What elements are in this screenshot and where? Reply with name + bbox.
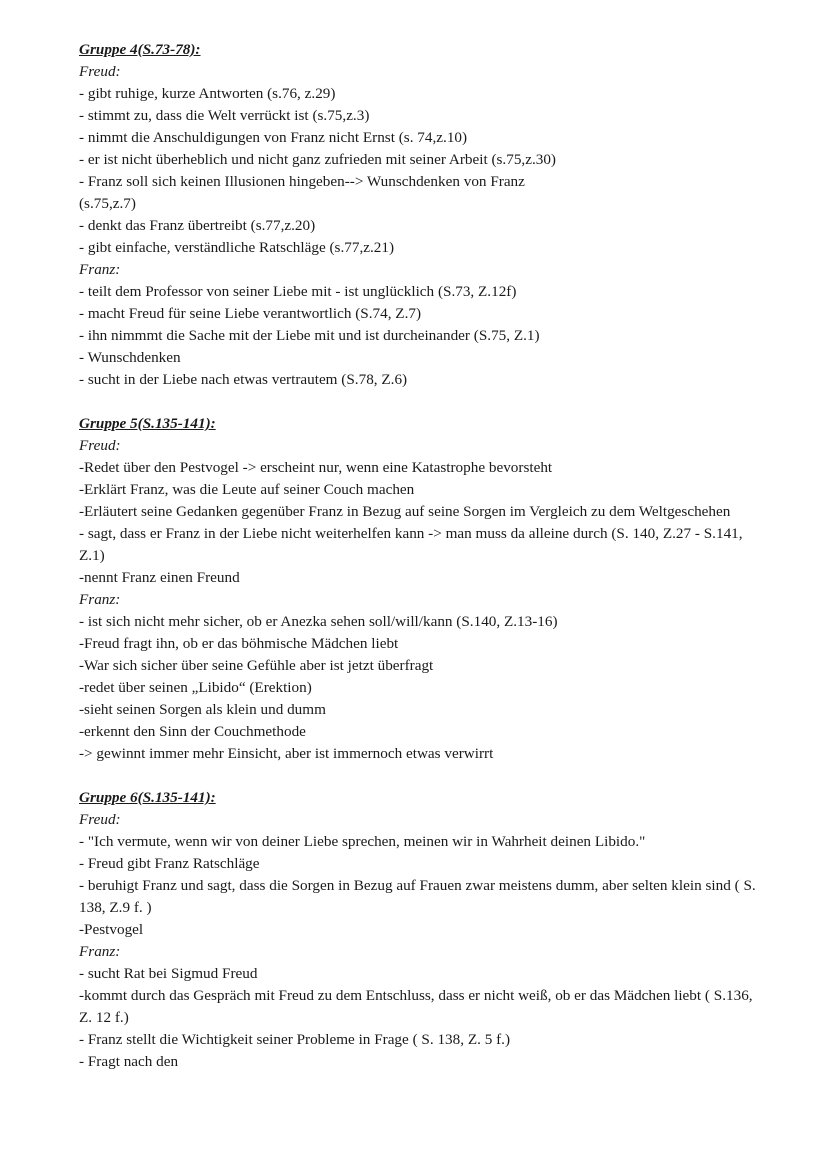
list-item: -Redet über den Pestvogel -> erscheint nur, wenn eine Katastrophe bevorsteht bbox=[79, 459, 553, 476]
freud-notes-list bbox=[79, 457, 768, 589]
group-6 bbox=[79, 787, 768, 1073]
freud-notes-list bbox=[79, 83, 768, 259]
speaker-label-franz: Franz: bbox=[79, 943, 121, 960]
franz-notes-list bbox=[79, 611, 768, 765]
list-item: - gibt einfache, verständliche Ratschläge (s.77,z.21) bbox=[79, 239, 395, 256]
freud-notes-list bbox=[79, 831, 768, 941]
list-item: -redet über seinen „Libido“ (Erektion) bbox=[79, 679, 312, 696]
list-item: - macht Freud für seine Liebe verantwortlich (S.74, Z.7) bbox=[79, 305, 422, 322]
speaker-label-franz: Franz: bbox=[79, 591, 121, 608]
list-item: -nennt Franz einen Freund bbox=[79, 569, 240, 586]
list-item: -erkennt den Sinn der Couchmethode bbox=[79, 723, 306, 740]
list-item: -War sich sicher über seine Gefühle aber ist jetzt überfragt bbox=[79, 657, 434, 674]
list-item: - nimmt die Anschuldigungen von Franz nicht Ernst (s. 74,z.10) bbox=[79, 129, 468, 146]
group-heading: Gruppe 4(S.73-78): bbox=[79, 41, 201, 58]
list-item: - Franz stellt die Wichtigkeit seiner Probleme in Frage ( S. 138, Z. 5 f.) bbox=[79, 1031, 511, 1048]
list-item: -kommt durch das Gespräch mit Freud zu dem Entschluss, dass er nicht weiß, ob er das Mädchen liebt ( S.136, Z. 12 f.) bbox=[79, 987, 753, 1026]
list-item: -Erklärt Franz, was die Leute auf seiner Couch machen bbox=[79, 481, 415, 498]
list-item: - ihn nimmmt die Sache mit der Liebe mit und ist durcheinander (S.75, Z.1) bbox=[79, 327, 540, 344]
list-item: - sucht Rat bei Sigmud Freud bbox=[79, 965, 258, 982]
list-item: -Freud fragt ihn, ob er das böhmische Mädchen liebt bbox=[79, 635, 399, 652]
list-item: -Pestvogel bbox=[79, 921, 144, 938]
list-item: - Freud gibt Franz Ratschläge bbox=[79, 855, 260, 872]
list-item: - sagt, dass er Franz in der Liebe nicht weiterhelfen kann -> man muss da alleine durch (S. 140, Z.27 - S.141, Z.1) bbox=[79, 525, 743, 564]
franz-notes-list bbox=[79, 963, 768, 1073]
list-item: - Franz soll sich keinen Illusionen hingeben--> Wunschdenken von Franz (s.75,z.7) bbox=[79, 173, 525, 212]
list-item: - denkt das Franz übertreibt (s.77,z.20) bbox=[79, 217, 316, 234]
list-item: -sieht seinen Sorgen als klein und dumm bbox=[79, 701, 326, 718]
list-item: - stimmt zu, dass die Welt verrückt ist (s.75,z.3) bbox=[79, 107, 370, 124]
group-4 bbox=[79, 39, 768, 391]
list-item: - ist sich nicht mehr sicher, ob er Anezka sehen soll/will/kann (S.140, Z.13-16) bbox=[79, 613, 558, 630]
list-item: - Wunschdenken bbox=[79, 349, 181, 366]
speaker-label-freud: Freud: bbox=[79, 63, 121, 80]
speaker-label-freud: Freud: bbox=[79, 811, 121, 828]
list-item: -> gewinnt immer mehr Einsicht, aber ist immernoch etwas verwirrt bbox=[79, 745, 494, 762]
franz-notes-list bbox=[79, 281, 768, 391]
list-item: - Fragt nach den bbox=[79, 1053, 179, 1070]
list-item: - beruhigt Franz und sagt, dass die Sorgen in Bezug auf Frauen zwar meistens dumm, aber selten klein sind ( S. 138, Z.9 f. ) bbox=[79, 877, 756, 916]
speaker-label-freud: Freud: bbox=[79, 437, 121, 454]
list-item: - er ist nicht überheblich und nicht ganz zufrieden mit seiner Arbeit (s.75,z.30) bbox=[79, 151, 556, 168]
list-item: - sucht in der Liebe nach etwas vertrautem (S.78, Z.6) bbox=[79, 371, 408, 388]
group-heading: Gruppe 6(S.135-141): bbox=[79, 789, 216, 806]
group-5 bbox=[79, 413, 768, 765]
list-item: - teilt dem Professor von seiner Liebe mit - ist unglücklich (S.73, Z.12f) bbox=[79, 283, 517, 300]
group-heading: Gruppe 5(S.135-141): bbox=[79, 415, 216, 432]
speaker-label-franz: Franz: bbox=[79, 261, 121, 278]
list-item: - "Ich vermute, wenn wir von deiner Liebe sprechen, meinen wir in Wahrheit deinen Libido." bbox=[79, 833, 646, 850]
list-item: - gibt ruhige, kurze Antworten (s.76, z.29) bbox=[79, 85, 336, 102]
list-item: -Erläutert seine Gedanken gegenüber Franz in Bezug auf seine Sorgen im Vergleich zu dem Weltgeschehen bbox=[79, 503, 731, 520]
